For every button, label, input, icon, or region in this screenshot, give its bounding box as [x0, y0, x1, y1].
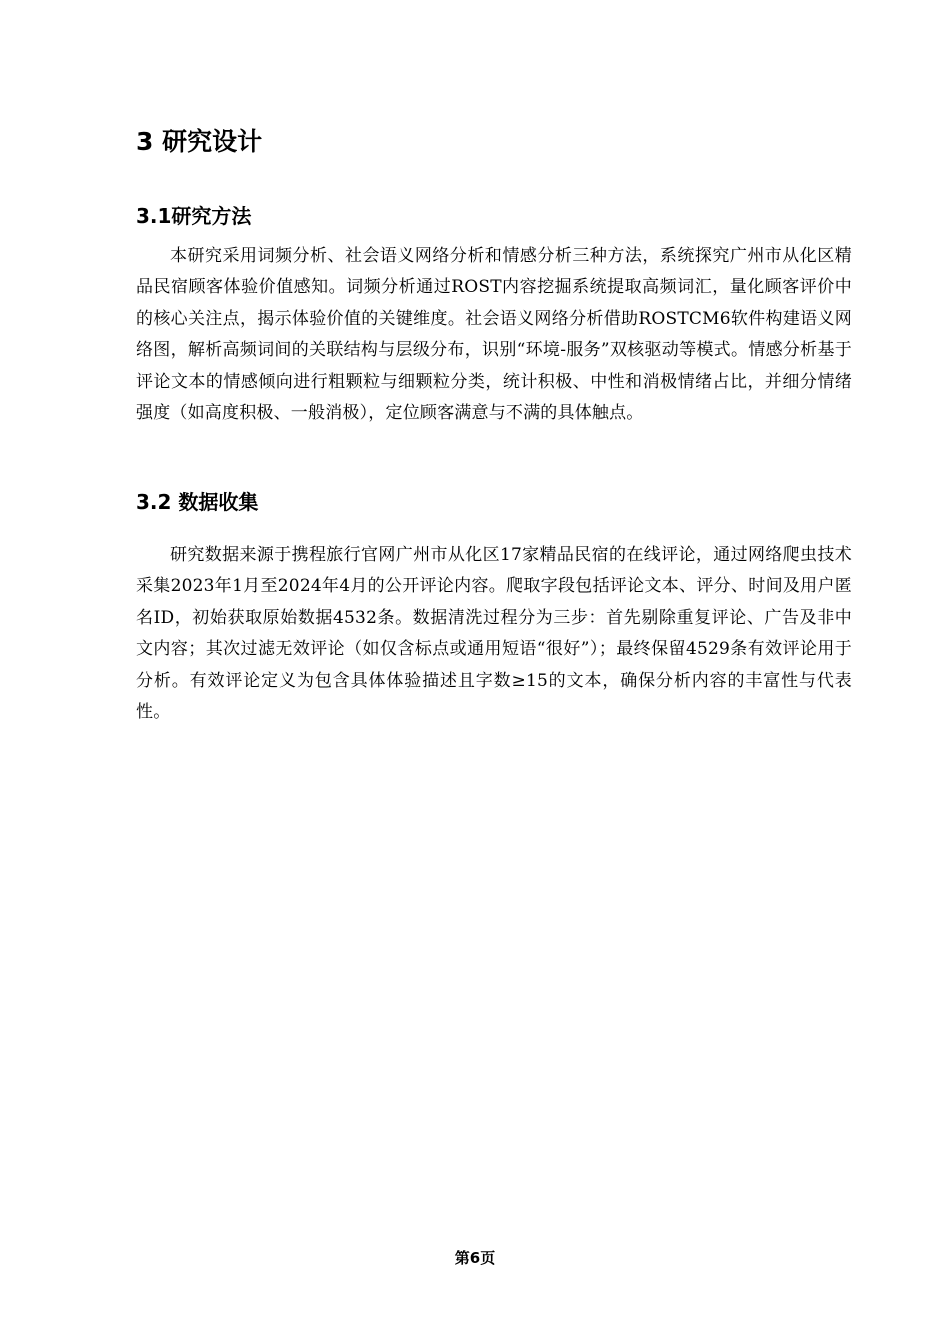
research-methods-paragraph: 本研究采用词频分析、社会语义网络分析和情感分析三种方法，系统探究广州市从化区精品民宿顾客体验价值感知。词频分析通过ROST内容挖掘系统提取高频词汇，量化顾客评价中的核心关注点，揭示体验价值的关键维度。社会语义网络分析借助ROSTCM6软件构建语义网络图，解析高频词间的关联结构与层级分布，识别“环境-服务”双核驱动等模式。情感分析基于评论文本的情感倾向进行粗颗粒与细颗粒分类，统计积极、中性和消极情绪占比，并细分情绪强度（如高度积极、一般消极），定位顾客满意与不满的具体触点。 — [136, 246, 852, 424]
subsection-heading-data-collection: 3.2 数据收集 — [136, 490, 259, 514]
data-collection-paragraph: 研究数据来源于携程旅行官网广州市从化区17家精品民宿的在线评论，通过网络爬虫技术采集2023年1月至2024年4月的公开评论内容。爬取字段包括评论文本、评分、时间及用户匿名ID，初始获取原始数据4532条。数据清洗过程分为三步：首先剔除重复评论、广告及非中文内容；其次过滤无效评论（如仅含标点或通用短语“很好”）；最终保留4529条有效评论用于分析。有效评论定义为包含具体体验描述且字数≥15的文本，确保分析内容的丰富性与代表性。 — [136, 545, 852, 723]
section-heading: 3 研究设计 — [136, 127, 263, 156]
subsection-heading-research-methods: 3.1研究方法 — [136, 204, 252, 228]
page-number: 第6页 — [454, 1249, 496, 1267]
